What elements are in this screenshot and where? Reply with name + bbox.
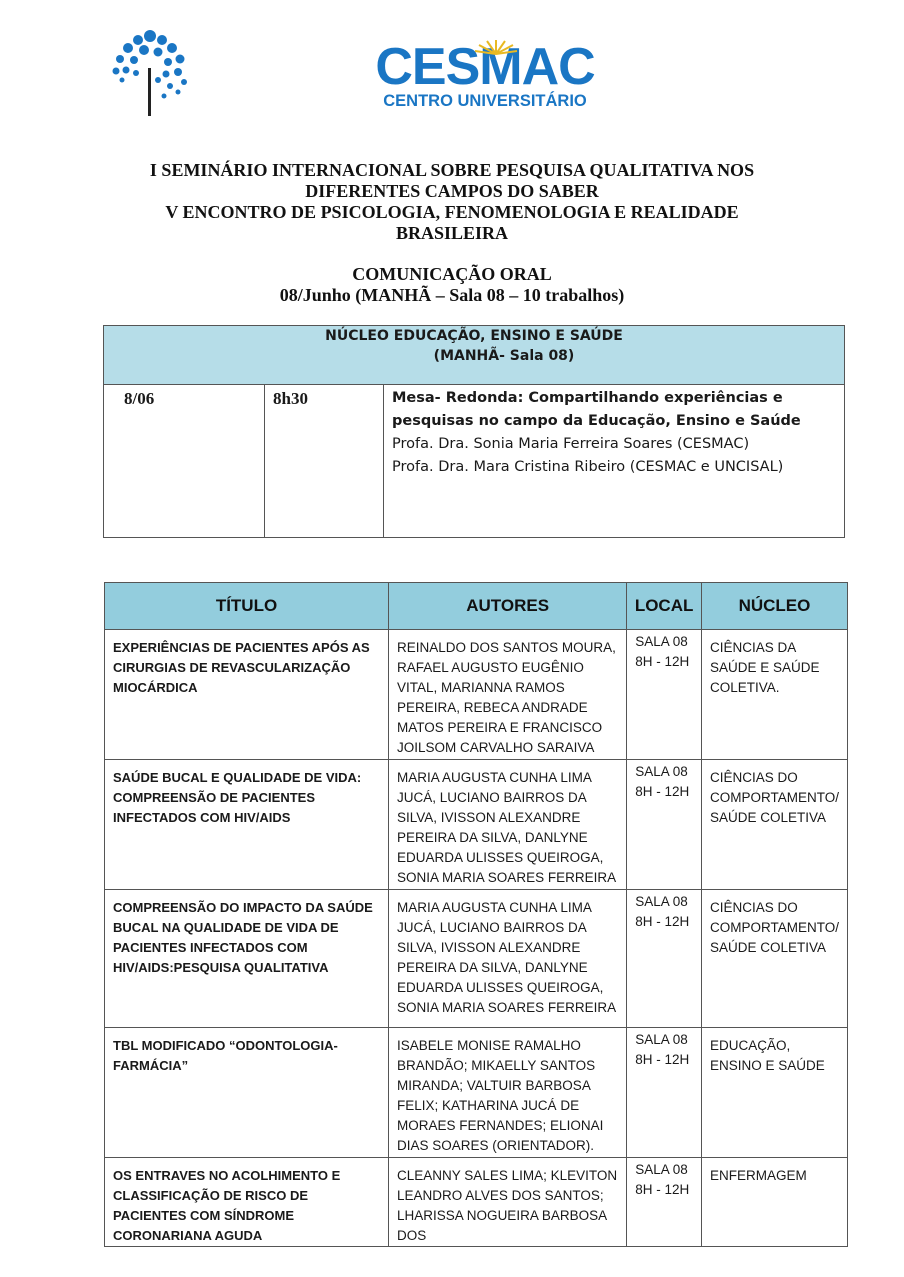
work-title: COMPREENSÃO DO IMPACTO DA SAÚDE BUCAL NA QUALIDADE DE VIDA DE PACIENTES INFECTADOS COM HIV/AIDS:PESQUISA QUALITATIVA [105,890,389,1028]
work-nucleo: ENFERMAGEM [701,1158,847,1247]
brand-subtitle: CENTRO UNIVERSITÁRIO [383,92,587,110]
event-title [60,160,844,244]
event-title-line: BRASILEIRA [395,223,509,243]
session-date: 08/Junho (MANHÃ – Sala 08 – 10 trabalhos) [279,285,625,305]
column-header-local: LOCAL [627,583,702,630]
speaker: Profa. Dra. Mara Cristina Ribeiro (CESMAC e UNCISAL) [392,459,784,475]
nucleus-room: (MANHÃ- Sala 08) [433,348,575,364]
book-crown-icon [473,38,519,56]
table-row [105,760,848,890]
session-table-header [104,326,845,385]
session-table [103,325,845,538]
table-row [105,890,848,1028]
work-nucleo: CIÊNCIAS DO COMPORTAMENTO/ SAÚDE COLETIVA [701,890,847,1028]
brand-logo [355,40,615,130]
column-header-authors: AUTORES [389,583,627,630]
event-title-line: DIFERENTES CAMPOS DO SABER [305,181,599,201]
work-nucleo: EDUCAÇÃO, ENSINO E SAÚDE [701,1028,847,1158]
work-nucleo: CIÊNCIAS DO COMPORTAMENTO/ SAÚDE COLETIVA [701,760,847,890]
work-local: SALA 08 8H - 12H [627,890,702,1028]
work-title: EXPERIÊNCIAS DE PACIENTES APÓS AS CIRURGIAS DE REVASCULARIZAÇÃO MIOCÁRDICA [105,630,389,760]
event-title-line: I SEMINÁRIO INTERNACIONAL SOBRE PESQUISA QUALITATIVA NOS [149,160,755,180]
brand-name: CESMAC [375,38,595,96]
session-time-cell: 8h30 [265,385,384,538]
work-authors: REINALDO DOS SANTOS MOURA, RAFAEL AUGUSTO EUGÊNIO VITAL, MARIANNA RAMOS PEREIRA, REBECA ANDRADE MATOS PEREIRA E FRANCISCO JOILSOM CARVALHO SARAIVA [389,630,627,760]
work-local: SALA 08 8H - 12H [627,760,702,890]
work-authors: ISABELE MONISE RAMALHO BRANDÃO; MIKAELLY SANTOS MIRANDA; VALTUIR BARBOSA FELIX; KATHARINA JUCÁ DE MORAES FERNANDES; ELIONAI DIAS SOARES (ORIENTADOR). [389,1028,627,1158]
work-local: SALA 08 8H - 12H [627,1028,702,1158]
nucleus-name: NÚCLEO EDUCAÇÃO, ENSINO E SAÚDE [325,328,623,344]
work-title: TBL MODIFICADO “ODONTOLOGIA-FARMÁCIA” [105,1028,389,1158]
column-header-title: TÍTULO [105,583,389,630]
table-row [105,1028,848,1158]
work-local: SALA 08 8H - 12H [627,630,702,760]
column-header-nucleo: NÚCLEO [701,583,847,630]
work-authors: CLEANNY SALES LIMA; KLEVITON LEANDRO ALVES DOS SANTOS; LHARISSA NOGUEIRA BARBOSA DOS [389,1158,627,1247]
work-authors: MARIA AUGUSTA CUNHA LIMA JUCÁ, LUCIANO BAIRROS DA SILVA, IVISSON ALEXANDRE PEREIRA DA SILVA, DANLYNE EDUARDA ULISSES QUEIROGA, SONIA MARIA SOARES FERREIRA [389,760,627,890]
works-table [104,582,848,1247]
session-date-cell: 8/06 [104,385,265,538]
work-title: OS ENTRAVES NO ACOLHIMENTO E CLASSIFICAÇÃO DE RISCO DE PACIENTES COM SÍNDROME CORONARIANA AGUDA [105,1158,389,1247]
session-heading [60,264,844,306]
event-title-line: V ENCONTRO DE PSICOLOGIA, FENOMENOLOGIA E REALIDADE [165,202,739,222]
session-description [384,385,845,538]
session-type: COMUNICAÇÃO ORAL [352,264,552,284]
work-nucleo: CIÊNCIAS DA SAÚDE E SAÚDE COLETIVA. [701,630,847,760]
table-row [105,1158,848,1247]
table-row [105,630,848,760]
tree-logo-icon [108,28,192,120]
work-local: SALA 08 8H - 12H [627,1158,702,1247]
work-title: SAÚDE BUCAL E QUALIDADE DE VIDA: COMPREENSÃO DE PACIENTES INFECTADOS COM HIV/AIDS [105,760,389,890]
round-table-title: Mesa- Redonda: Compartilhando experiências e pesquisas no campo da Educação, Ensino e Saúde [392,390,801,429]
work-authors: MARIA AUGUSTA CUNHA LIMA JUCÁ, LUCIANO BAIRROS DA SILVA, IVISSON ALEXANDRE PEREIRA DA SILVA, DANLYNE EDUARDA ULISSES QUEIROGA, SONIA MARIA SOARES FERREIRA [389,890,627,1028]
speaker: Profa. Dra. Sonia Maria Ferreira Soares (CESMAC) [392,436,750,452]
